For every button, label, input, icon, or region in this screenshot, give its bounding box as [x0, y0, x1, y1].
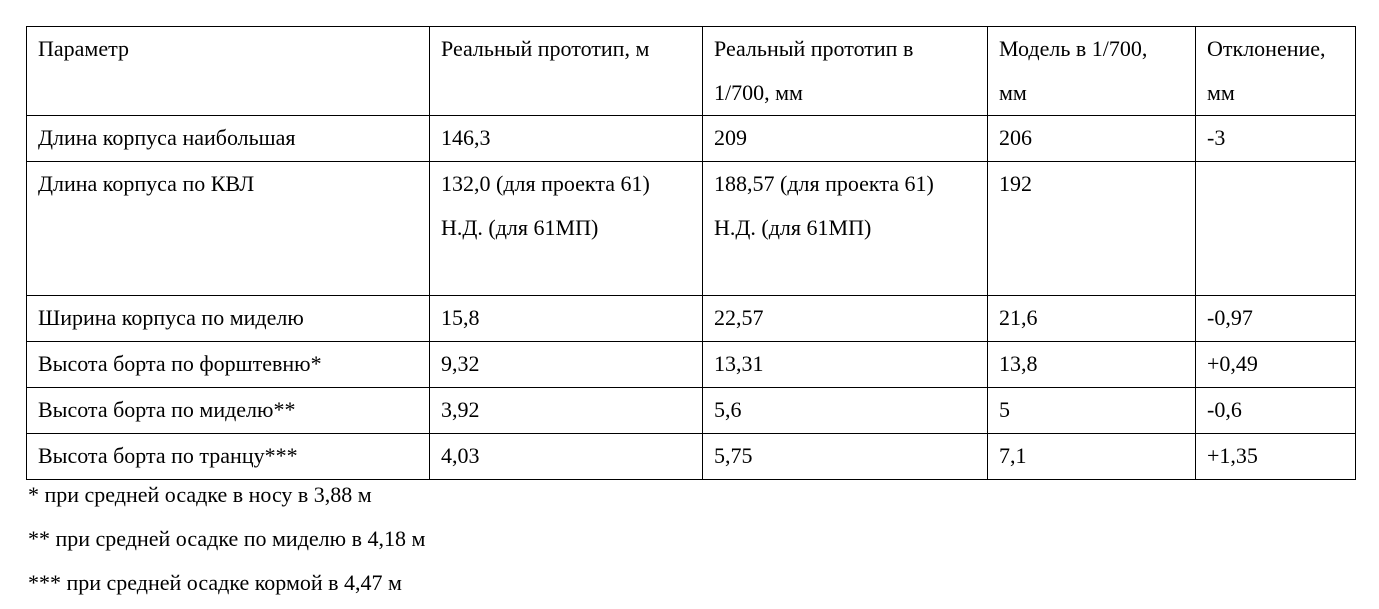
cell-text: 146,3 [441, 125, 491, 150]
table-cell [703, 116, 988, 162]
cell-text: 22,57 [714, 305, 764, 330]
cell-text: 132,0 (для проекта 61) [441, 171, 650, 196]
table-cell [988, 388, 1196, 434]
table-row [27, 342, 1356, 388]
footnote: ** при средней осадке по миделю в 4,18 м [28, 526, 426, 551]
table-cell [1196, 162, 1356, 296]
table-header-row [27, 27, 1356, 116]
table-cell [430, 434, 703, 480]
table-cell [988, 116, 1196, 162]
cell-text: 15,8 [441, 305, 480, 330]
cell-text: 192 [999, 171, 1032, 196]
cell-text: Н.Д. (для 61МП) [714, 215, 872, 240]
cell-text: 188,57 (для проекта 61) [714, 171, 934, 196]
table-cell [703, 434, 988, 480]
table-cell [430, 342, 703, 388]
table-cell [430, 116, 703, 162]
table-row [27, 296, 1356, 342]
header-cell-prototype-scaled [703, 27, 988, 116]
cell-text: Н.Д. (для 61МП) [441, 215, 599, 240]
table-cell [988, 296, 1196, 342]
table-cell [703, 388, 988, 434]
cell-text: 5 [999, 397, 1010, 422]
cell-text: Высота борта по форштевню* [38, 351, 322, 376]
header-text: Реальный прототип в [714, 36, 914, 61]
header-text: мм [999, 80, 1027, 105]
table-cell [703, 296, 988, 342]
parameters-table [26, 26, 1356, 480]
cell-text: 13,8 [999, 351, 1038, 376]
table-cell [430, 296, 703, 342]
cell-text: -0,97 [1207, 305, 1253, 330]
table-cell [1196, 388, 1356, 434]
table-cell [1196, 116, 1356, 162]
header-cell-deviation [1196, 27, 1356, 116]
cell-text: +0,49 [1207, 351, 1258, 376]
footnotes [28, 473, 425, 605]
cell-text: 209 [714, 125, 747, 150]
cell-text: -3 [1207, 125, 1226, 150]
table-cell [988, 342, 1196, 388]
cell-text: 206 [999, 125, 1032, 150]
header-cell-prototype-m [430, 27, 703, 116]
table-cell [430, 162, 703, 296]
cell-text: Ширина корпуса по миделю [38, 305, 304, 330]
table-cell [1196, 434, 1356, 480]
table-cell-parameter [27, 388, 430, 434]
table-cell [430, 388, 703, 434]
cell-text: Длина корпуса по КВЛ [38, 171, 255, 196]
cell-text: 9,32 [441, 351, 480, 376]
header-text: 1/700, мм [714, 80, 803, 105]
header-text: Модель в 1/700, [999, 36, 1148, 61]
cell-text: -0,6 [1207, 397, 1242, 422]
table-row [27, 116, 1356, 162]
table-cell-parameter [27, 116, 430, 162]
header-text: Параметр [38, 36, 129, 61]
table-cell [703, 342, 988, 388]
cell-text: 4,03 [441, 443, 480, 468]
header-text: мм [1207, 80, 1235, 105]
table-cell [1196, 342, 1356, 388]
cell-text: 5,75 [714, 443, 753, 468]
cell-text: Длина корпуса наибольшая [38, 125, 296, 150]
table-cell [1196, 296, 1356, 342]
cell-text: 7,1 [999, 443, 1027, 468]
table-row [27, 388, 1356, 434]
cell-text: 5,6 [714, 397, 742, 422]
header-cell-model [988, 27, 1196, 116]
table-cell-parameter [27, 342, 430, 388]
table-cell [703, 162, 988, 296]
header-text: Отклонение, [1207, 36, 1326, 61]
cell-text: 13,31 [714, 351, 764, 376]
table-cell-parameter [27, 296, 430, 342]
footnote: * при средней осадке в носу в 3,88 м [28, 482, 372, 507]
cell-text: +1,35 [1207, 443, 1258, 468]
footnote: *** при средней осадке кормой в 4,47 м [28, 570, 402, 595]
cell-text: 3,92 [441, 397, 480, 422]
header-text: Реальный прототип, м [441, 36, 650, 61]
header-cell-parameter [27, 27, 430, 116]
table-cell [988, 162, 1196, 296]
cell-text: Высота борта по миделю** [38, 397, 296, 422]
cell-text: Высота борта по транцу*** [38, 443, 298, 468]
table-row [27, 162, 1356, 296]
table-cell [988, 434, 1196, 480]
cell-text: 21,6 [999, 305, 1038, 330]
table-cell-parameter [27, 162, 430, 296]
